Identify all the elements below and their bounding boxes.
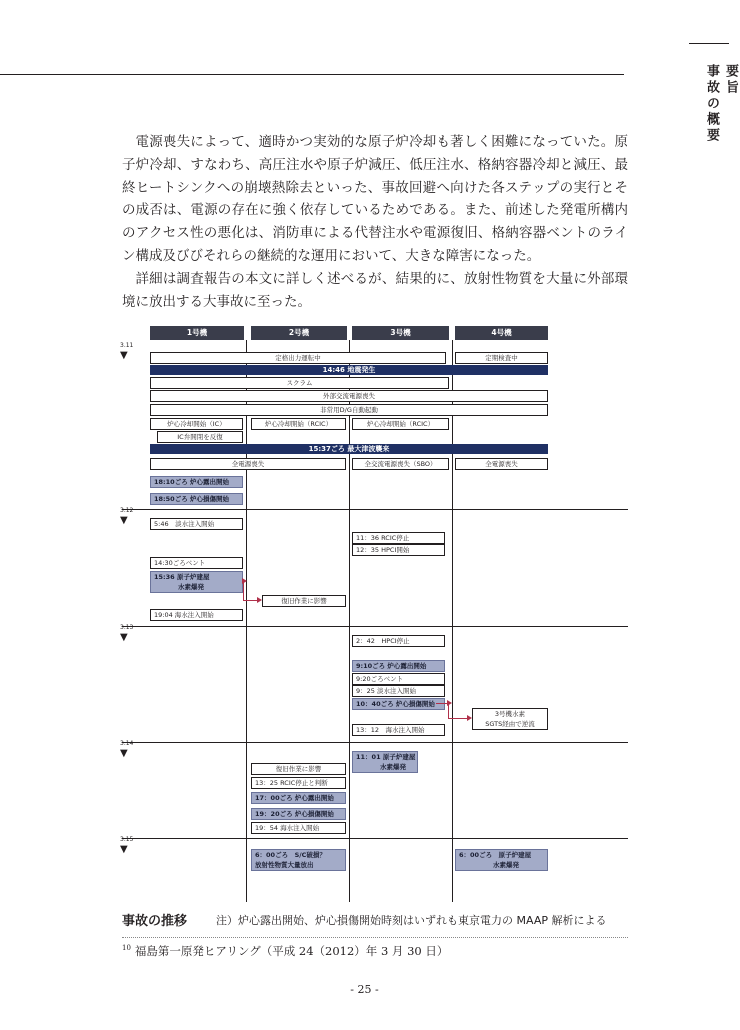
section-tab <box>702 64 740 144</box>
date-label: 3.13 <box>120 624 134 631</box>
explosion-unit4-box <box>455 849 548 871</box>
date-marker <box>120 507 133 526</box>
top-side-rule <box>689 43 729 44</box>
sea-water-unit1-box: 19:04 海水注入開始 <box>150 609 243 621</box>
rcic-stop-box: 11：36 RCIC停止 <box>352 532 445 544</box>
explosion-unit3-box <box>352 751 418 773</box>
explosion-unit1-box <box>150 571 243 593</box>
date-marker <box>120 740 133 759</box>
down-triangle-icon: ▼ <box>120 748 128 759</box>
core-damage-unit2-box: 19：20ごろ 炉心損傷開始 <box>251 808 346 820</box>
day-divider <box>122 509 628 510</box>
scram-box: スクラム <box>150 377 449 389</box>
sea-water-unit3-box: 13：12 海水注入開始 <box>352 724 445 736</box>
right-arrow-icon <box>448 718 468 719</box>
down-triangle-icon: ▼ <box>120 844 128 855</box>
offsite-power-loss-box: 外部交流電源喪失 <box>150 390 548 402</box>
day-divider <box>122 626 628 627</box>
column-divider <box>452 340 453 902</box>
date-label: 3.15 <box>120 836 134 843</box>
page-number: - 25 - <box>350 983 379 996</box>
arrow-connector <box>243 581 244 600</box>
earthquake-banner: 14:46 地震発生 <box>150 365 548 375</box>
sbo-box: 全交流電源喪失（SBO） <box>352 458 449 470</box>
accident-timeline-chart <box>122 322 628 902</box>
rated-operation-box: 定格出力運転中 <box>150 352 446 364</box>
figure-caption-title: 事故の推移 <box>122 914 188 929</box>
column-divider <box>246 340 247 902</box>
sc-damage-line1: 6：00ごろ S/C破損？ <box>255 851 326 859</box>
figure-caption-note: 注）炉心露出開始、炉心損傷開始時刻はいずれも東京電力の MAAP 解析による <box>216 914 607 927</box>
explosion-unit4-label: 水素爆発 <box>493 861 519 869</box>
body-paragraph-2: 詳細は調査報告の本文に詳しく述べるが、結果的に、放射性物質を大量に外部環境に放出する大事故に至った。 <box>122 270 628 310</box>
sc-damage-line2: 放射性物質大量放出 <box>255 861 314 869</box>
explosion-unit1-label: 水素爆発 <box>178 583 204 591</box>
day-divider <box>122 838 628 839</box>
body-paragraph-1: 電源喪失によって、適時かつ実効的な原子炉冷却も著しく困難になっていた。原子炉冷却、すなわち、高圧注水や原子炉減圧、低圧注水、格納容器冷却と減圧、最終ヒートシンクへの崩壊熱除去といった、事故回避へ向けた各ステップの実行とその成否は、電源の存在に強く依存しているためである。また、前述した発電所構内のアクセス性の悪化は、消防車による代替注水や電源復旧、格納容器ベントのライン構成及びびそれらの継続的な運用において、大きな障害になった。 <box>122 134 628 264</box>
footnote-text: 福島第一原発ヒアリング（平成 24（2012）年 3 月 30 日） <box>134 944 449 958</box>
sc-damage-unit2-box <box>251 849 346 871</box>
core-exposure-unit2-box: 17：00ごろ 炉心露出開始 <box>251 792 346 804</box>
recovery-impact-box: 復旧作業に影響 <box>262 595 346 607</box>
vent-unit1-box: 14:30ごろベント <box>150 557 243 569</box>
ic-cooling-box: 炉心冷却開始（IC） <box>150 418 243 430</box>
date-label: 3.11 <box>120 342 134 349</box>
date-label: 3.12 <box>120 507 134 514</box>
arrow-connector <box>436 703 448 704</box>
fresh-water-unit3-box: 9：25 淡水注入開始 <box>352 685 445 697</box>
header-unit-1: 1号機 <box>150 326 244 340</box>
total-power-loss-unit4-box: 全電源喪失 <box>455 458 548 470</box>
date-marker <box>120 342 133 361</box>
tsunami-banner: 15:37ごろ 最大津波襲来 <box>150 444 548 454</box>
rcic-cooling-unit3-box: 炉心冷却開始（RCIC） <box>352 418 449 430</box>
core-damage-unit1-box: 18:50ごろ 炉心損傷開始 <box>150 493 243 505</box>
periodic-inspection-box: 定期検査中 <box>455 352 548 364</box>
header-unit-4: 4号機 <box>455 326 548 340</box>
column-divider <box>349 340 350 902</box>
hpci-start-box: 12：35 HPCI開始 <box>352 544 445 556</box>
hydrogen-backflow-unit4-box <box>472 708 548 730</box>
explosion-unit3-time: 11：01 原子炉建屋 <box>356 753 416 761</box>
day-divider <box>122 742 628 743</box>
date-marker <box>120 836 133 855</box>
date-label: 3.14 <box>120 740 134 747</box>
header-unit-2: 2号機 <box>251 326 347 340</box>
header-rule <box>0 74 624 75</box>
date-marker <box>120 624 133 643</box>
hydrogen-backflow-line1: 3号機水素 <box>494 710 526 718</box>
explosion-unit4-time: 6：00ごろ 原子炉建屋 <box>459 851 532 859</box>
right-arrow-icon <box>243 600 258 601</box>
core-exposure-unit1-box: 18:10ごろ 炉心露出開始 <box>150 476 243 488</box>
explosion-unit3-label: 水素爆発 <box>380 763 406 771</box>
hpci-stop-box: 2：42 HPCI停止 <box>352 635 445 647</box>
vent-unit3-box: 9:20ごろベント <box>352 673 445 685</box>
footnote <box>122 943 448 959</box>
hydrogen-backflow-line2: SGTS経由で逆流 <box>485 720 535 728</box>
sea-water-unit2-box: 19：54 海水注入開始 <box>251 822 346 834</box>
total-power-loss-box: 全電源喪失 <box>150 458 346 470</box>
core-damage-unit3-box: 10：40ごろ 炉心損傷開始 <box>352 698 445 710</box>
ic-valve-box: IC弁開閉を反復 <box>157 431 243 443</box>
down-triangle-icon: ▼ <box>120 632 128 643</box>
rcic-stop-unit2-box: 13：25 RCIC停止と判断 <box>251 777 346 789</box>
explosion-unit1-time: 15:36 原子炉建屋 <box>154 573 210 581</box>
rcic-cooling-unit2-box: 炉心冷却開始（RCIC） <box>251 418 346 430</box>
down-triangle-icon: ▼ <box>120 350 128 361</box>
footnote-number: 10 <box>122 944 131 953</box>
down-triangle-icon: ▼ <box>120 515 128 526</box>
header-unit-3: 3号機 <box>352 326 449 340</box>
dg-autostart-box: 非常用D/G自動起動 <box>150 404 548 416</box>
core-exposure-unit3-box: 9:10ごろ 炉心露出開始 <box>352 660 445 672</box>
recovery-impact-2-box: 復旧作業に影響 <box>251 763 346 775</box>
body-text <box>122 131 628 313</box>
section-tab-overview: 事故の概要 <box>704 64 719 144</box>
section-tab-summary: 要旨 <box>723 64 738 96</box>
footnote-divider <box>122 937 628 938</box>
fresh-water-unit1-box: 5:46 淡水注入開始 <box>150 518 243 530</box>
